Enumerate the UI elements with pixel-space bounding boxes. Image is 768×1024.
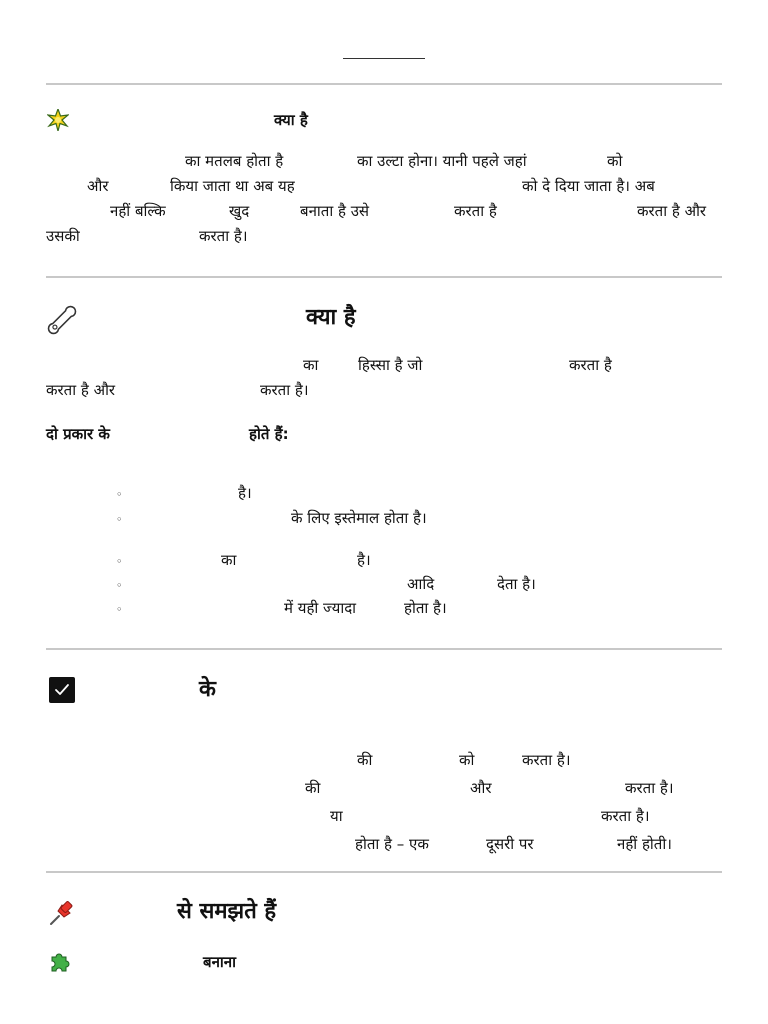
section-heading: से समझते हैं	[177, 899, 277, 924]
paragraph-text: बनाता है उसे	[300, 202, 370, 220]
divider	[46, 276, 722, 278]
checkbox-icon	[49, 677, 75, 703]
comparison-text: या	[330, 807, 343, 825]
section-heading: क्या है	[306, 305, 356, 330]
paragraph-text: करता है और	[46, 381, 116, 399]
paragraph-text: और	[87, 177, 109, 195]
list-item: के लिए इस्तेमाल होता है।	[291, 509, 427, 527]
paragraph-text: हिस्सा है जो	[358, 356, 423, 374]
list-item: है।	[238, 484, 252, 502]
types-label: होते हैं:	[249, 425, 289, 443]
comparison-text: करता है।	[601, 807, 650, 825]
comparison-text: करता है।	[625, 779, 674, 797]
paragraph-text: करता है	[454, 202, 497, 220]
list-bullet: ◦	[116, 488, 123, 501]
paragraph-text: करता है	[569, 356, 612, 374]
list-bullet: ◦	[116, 513, 123, 526]
comparison-text: करता है।	[522, 751, 571, 769]
comparison-text: को	[459, 751, 475, 769]
section-heading: क्या है	[274, 111, 308, 129]
paragraph-text: करता है।	[199, 227, 248, 245]
list-bullet: ◦	[116, 579, 123, 592]
comparison-text: और	[470, 779, 492, 797]
list-item: होता है।	[404, 599, 447, 617]
paragraph-text: नहीं बल्कि	[110, 202, 166, 220]
page-title-underline	[343, 58, 425, 59]
comparison-text: की	[305, 779, 321, 797]
paragraph-text: उसकी	[46, 227, 80, 245]
comparison-text: दूसरी पर	[486, 835, 534, 853]
paragraph-text: खुद	[229, 202, 250, 220]
paragraph-text: का उल्टा होना। यानी पहले जहां	[357, 152, 527, 170]
list-bullet: ◦	[116, 603, 123, 616]
comparison-text: की	[357, 751, 373, 769]
list-item: है।	[357, 551, 371, 569]
puzzle-icon	[48, 951, 70, 973]
sub-heading: बनाना	[203, 953, 236, 971]
paragraph-text: करता है और	[637, 202, 707, 220]
divider	[46, 648, 722, 650]
paragraph-text: किया जाता था अब यह	[170, 177, 295, 195]
paragraph-text: करता है।	[260, 381, 309, 399]
sparkle-icon	[47, 109, 69, 131]
pushpin-icon	[48, 899, 76, 927]
list-bullet: ◦	[116, 555, 123, 568]
types-label: दो प्रकार के	[46, 425, 110, 443]
paragraph-text: का मतलब होता है	[185, 152, 284, 170]
comparison-text: होता है – एक	[355, 835, 429, 853]
paragraph-text: को	[607, 152, 623, 170]
paragraph-text: का	[303, 356, 319, 374]
wrench-icon	[47, 305, 77, 335]
divider	[46, 83, 722, 85]
list-item: आदि	[407, 575, 435, 593]
divider	[46, 871, 722, 873]
section-heading: के	[199, 677, 216, 702]
list-item: देता है।	[497, 575, 536, 593]
list-item: में यही ज्यादा	[284, 599, 357, 617]
comparison-text: नहीं होती।	[617, 835, 672, 853]
list-item: का	[221, 551, 237, 569]
paragraph-text: को दे दिया जाता है। अब	[522, 177, 655, 195]
